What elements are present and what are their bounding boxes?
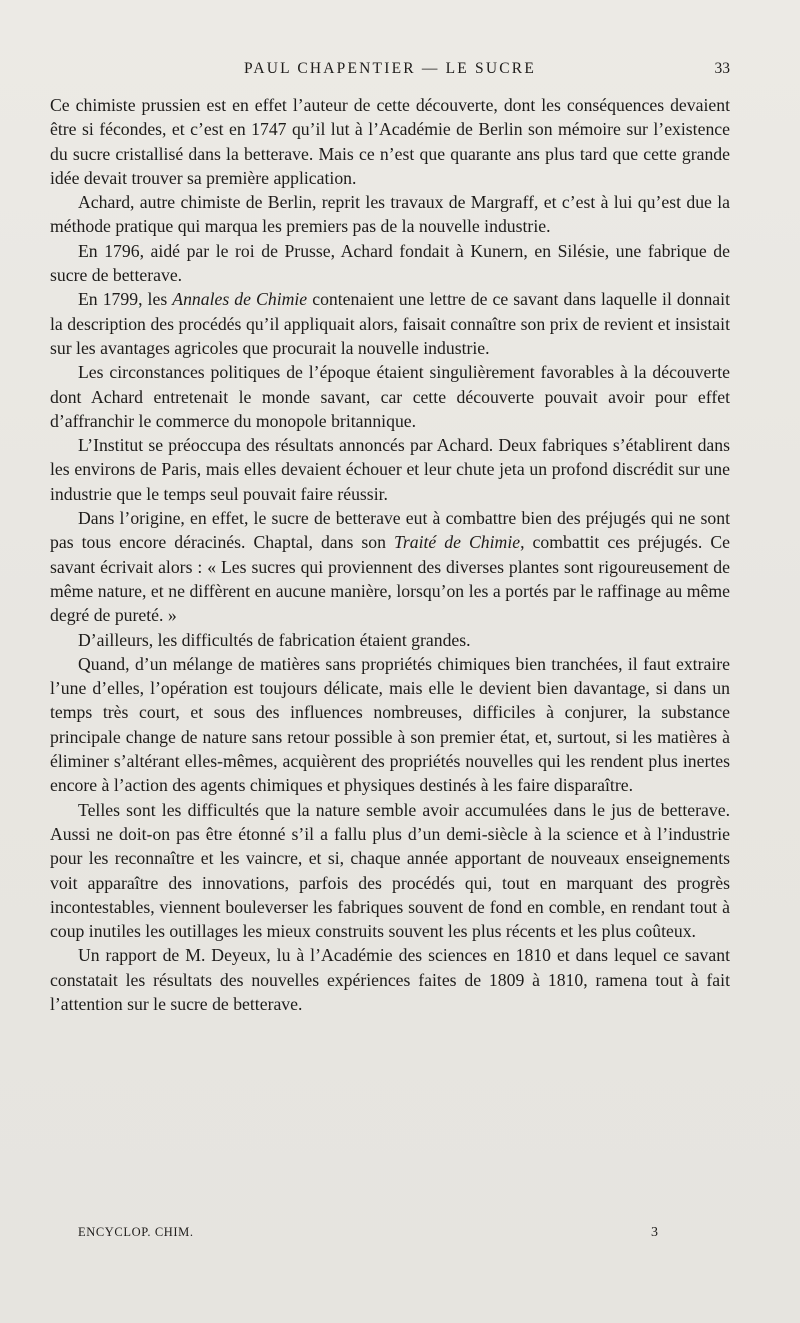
paragraph bbox=[50, 287, 730, 360]
paragraph bbox=[50, 433, 730, 506]
text-run: Ce chimiste prussien est en effet l’auteur de cette découverte, dont les conséquences devaient être si fécondes, et c’est en 1747 qu’il lut à l’Académie de Berlin son mémoire sur l’existence du sucre cristallisé dans la betterave. Mais ce n’est que quarante ans plus tard que cette grande idée devait trouver sa première application. bbox=[50, 95, 730, 188]
text-run: Les circonstances politiques de l’époque étaient singulièrement favorables à la découverte dont Achard entretenait le monde savant, car cette découverte pouvait avoir pour effet d’affranchir le commerce du monopole britannique. bbox=[50, 362, 730, 431]
paragraph bbox=[50, 943, 730, 1016]
footer-signature: ENCYCLOP. CHIM. bbox=[78, 1225, 194, 1239]
running-head bbox=[50, 60, 730, 82]
sheet-number: 3 bbox=[651, 1225, 658, 1240]
paragraph bbox=[50, 652, 730, 798]
text-run: En 1796, aidé par le roi de Prusse, Achard fondait à Kunern, en Silésie, une fabrique de sucre de betterave. bbox=[50, 240, 730, 286]
text-run: En 1799, les bbox=[78, 289, 173, 310]
paragraph bbox=[50, 628, 730, 652]
paragraph bbox=[50, 93, 730, 190]
text-run: Dans l’origine, en effet, le sucre de betterave eut à combattre bien des préjugés qui ne sont pas tous encore déracinés. Chaptal, dans son bbox=[50, 508, 730, 553]
paragraph bbox=[50, 360, 730, 433]
text-run: Un rapport de M. Deyeux, lu à l’Académie des sciences en 1810 et dans lequel ce savant constatait les résultats des nouvelles expériences faites de 1809 à 1810, ramena tout à fait l’attention sur le sucre de betterave. bbox=[50, 945, 730, 1014]
text-run: Quand, d’un mélange de matières sans propriétés chimiques bien tranchées, il faut extraire l’une d’elles, l’opération est toujours délicate, mais elle le devient bien davantage, si dans un temps très court, et sous des influences nombreuses, difficiles à conjurer, la substance principale change de nature sans retour possible à son premier état, et, surtout, si les matières à éliminer s’altérant elles-mêmes, acquièrent des propriétés nouvelles qui les rendent plus inertes encore à l’action des agents chimiques et physiques destinés à les faire disparaître. bbox=[50, 653, 730, 796]
text-run: Achard, autre chimiste de Berlin, reprit les travaux de Margraff, et c’est à lui qu’est due la méthode pratique qui marqua les premiers pas de la nouvelle industrie. bbox=[50, 192, 730, 237]
book-title: Traité de Chimie bbox=[393, 532, 521, 553]
text-run: L’Institut se préoccupa des résultats annoncés par Achard. Deux fabriques s’établirent dans les environs de Paris, mais elles devaient échouer et leur chute jeta un profond discrédit sur une industrie que le temps seul pouvait faire réussir. bbox=[50, 435, 730, 504]
page-footer bbox=[78, 1225, 658, 1245]
text-run: , combattit ces préjugés. Ce savant écrivait alors : « Les sucres qui proviennent des diverses plantes sont rigoureusement de même nature, et ne diffèrent en aucune manière, lorsqu’on les a portés par le raffinage au même degré de pureté. » bbox=[50, 532, 730, 626]
text-run: D’ailleurs, les difficultés de fabrication étaient grandes. bbox=[78, 629, 471, 650]
body-text bbox=[50, 93, 730, 1016]
text-run: Telles sont les difficultés que la nature semble avoir accumulées dans le jus de betterave. Aussi ne doit-on pas être étonné s’il a fallu plus d’un demi-siècle à la science et à l’industrie pour les reconnaître et les vaincre, et si, chaque année apportant de nouveaux enseignements voit apparaître des innovations, parfois des procédés qui, tout en marquant des progrès incontestables, viennent bouleverser les fabriques souvent de fond en comble, en rendant tout à coup inutiles les outillages les mieux construits souvent les plus récents et les plus coûteux. bbox=[50, 799, 730, 942]
page-number: 33 bbox=[714, 60, 730, 77]
paragraph bbox=[50, 506, 730, 627]
text-run: contenaient une lettre de ce savant dans laquelle il donnait la description des procédés qu’il appliquait alors, faisait connaître son prix de revient et insistait sur les avantages agricoles que procurait la nouvelle industrie. bbox=[50, 289, 730, 358]
paragraph bbox=[50, 190, 730, 239]
paragraph bbox=[50, 798, 730, 944]
paragraph bbox=[50, 239, 730, 288]
running-title: PAUL CHAPENTIER — LE SUCRE bbox=[243, 60, 537, 77]
journal-title: Annales de Chimie bbox=[172, 289, 308, 310]
